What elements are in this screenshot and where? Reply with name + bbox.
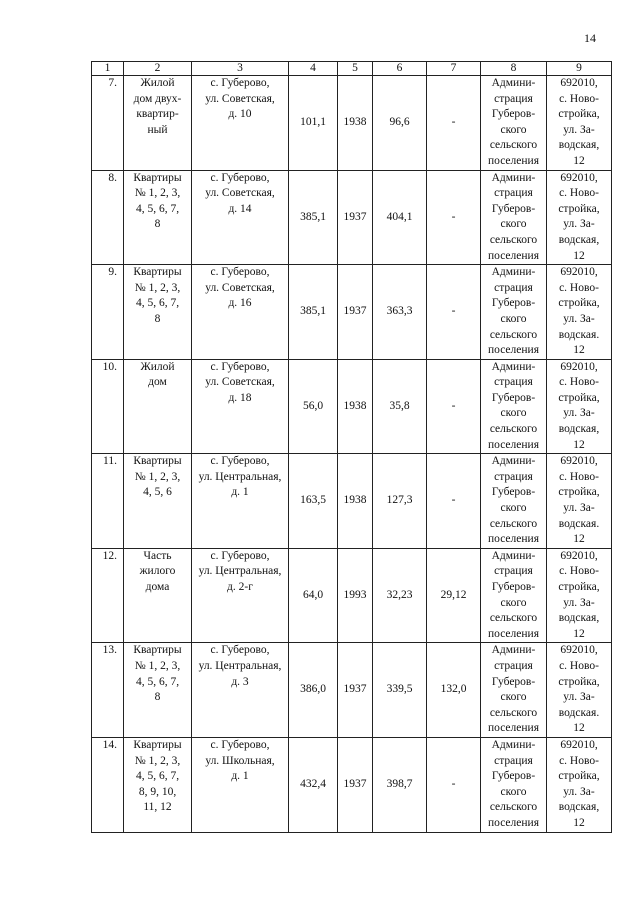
holder-name: Админи- страция Губеров- ского сельского поселения: [481, 170, 547, 265]
object-address: с. Губерово, ул. Центральная, д. 1: [192, 454, 289, 549]
row-number: 12.: [92, 548, 124, 643]
object-name: Квартиры № 1, 2, 3, 4, 5, 6, 7, 8: [124, 170, 192, 265]
column-7-value: -: [427, 454, 481, 549]
holder-name: Админи- страция Губеров- ского сельского поселения: [481, 643, 547, 738]
holder-address: 692010, с. Ново- стройка, ул. За- водская, 12: [547, 76, 612, 171]
area-value: 385,1: [289, 170, 338, 265]
column-number-1: 1: [92, 62, 124, 76]
row-number: 11.: [92, 454, 124, 549]
object-name: Квартиры № 1, 2, 3, 4, 5, 6, 7, 8: [124, 265, 192, 360]
holder-address: 692010, с. Ново- стройка, ул. За- водская. 12: [547, 265, 612, 360]
column-7-value: 132,0: [427, 643, 481, 738]
year-value: 1937: [338, 170, 373, 265]
area-value: 163,5: [289, 454, 338, 549]
object-name: Часть жилого дома: [124, 548, 192, 643]
holder-address: 692010, с. Ново- стройка, ул. За- водская. 12: [547, 643, 612, 738]
area-value: 56,0: [289, 359, 338, 454]
object-address: с. Губерово, ул. Советская, д. 10: [192, 76, 289, 171]
column-7-value: 29,12: [427, 548, 481, 643]
column-6-value: 96,6: [373, 76, 427, 171]
column-6-value: 398,7: [373, 737, 427, 832]
holder-name: Админи- страция Губеров- ского сельского поселения: [481, 265, 547, 360]
column-number-8: 8: [481, 62, 547, 76]
property-table: [91, 61, 612, 833]
object-address: с. Губерово, ул. Советская, д. 14: [192, 170, 289, 265]
table-row: [92, 359, 612, 454]
year-value: 1938: [338, 359, 373, 454]
column-6-value: 363,3: [373, 265, 427, 360]
column-number-5: 5: [338, 62, 373, 76]
object-name: Жилой дом: [124, 359, 192, 454]
column-7-value: -: [427, 359, 481, 454]
column-7-value: -: [427, 76, 481, 171]
holder-address: 692010, с. Ново- стройка, ул. За- водская. 12: [547, 454, 612, 549]
object-name: Квартиры № 1, 2, 3, 4, 5, 6, 7, 8, 9, 10, 11, 12: [124, 737, 192, 832]
column-7-value: -: [427, 265, 481, 360]
column-number-7: 7: [427, 62, 481, 76]
object-address: с. Губерово, ул. Центральная, д. 3: [192, 643, 289, 738]
column-7-value: -: [427, 737, 481, 832]
object-address: с. Губерово, ул. Школьная, д. 1: [192, 737, 289, 832]
holder-name: Админи- страция Губеров- ского сельского поселения: [481, 359, 547, 454]
holder-name: Админи- страция Губеров- ского сельского поселения: [481, 737, 547, 832]
table-row: [92, 76, 612, 171]
row-number: 10.: [92, 359, 124, 454]
column-6-value: 35,8: [373, 359, 427, 454]
row-number: 13.: [92, 643, 124, 738]
holder-address: 692010, с. Ново- стройка, ул. За- водская, 12: [547, 548, 612, 643]
area-value: 385,1: [289, 265, 338, 360]
holder-name: Админи- страция Губеров- ского сельского поселения: [481, 454, 547, 549]
column-number-6: 6: [373, 62, 427, 76]
object-name: Жилой дом двух- квартир- ный: [124, 76, 192, 171]
object-name: Квартиры № 1, 2, 3, 4, 5, 6, 7, 8: [124, 643, 192, 738]
year-value: 1937: [338, 643, 373, 738]
year-value: 1993: [338, 548, 373, 643]
column-6-value: 32,23: [373, 548, 427, 643]
column-number-9: 9: [547, 62, 612, 76]
holder-name: Админи- страция Губеров- ского сельского поселения: [481, 76, 547, 171]
area-value: 101,1: [289, 76, 338, 171]
table-row: [92, 454, 612, 549]
column-number-3: 3: [192, 62, 289, 76]
row-number: 14.: [92, 737, 124, 832]
table-row: [92, 265, 612, 360]
object-address: с. Губерово, ул. Советская, д. 16: [192, 265, 289, 360]
area-value: 64,0: [289, 548, 338, 643]
year-value: 1937: [338, 737, 373, 832]
column-number-4: 4: [289, 62, 338, 76]
year-value: 1937: [338, 265, 373, 360]
row-number: 9.: [92, 265, 124, 360]
column-7-value: -: [427, 170, 481, 265]
row-number: 8.: [92, 170, 124, 265]
object-address: с. Губерово, ул. Центральная, д. 2-г: [192, 548, 289, 643]
table-row: [92, 737, 612, 832]
column-number-row: [92, 62, 612, 76]
page-number: 14: [584, 31, 596, 45]
year-value: 1938: [338, 454, 373, 549]
column-6-value: 404,1: [373, 170, 427, 265]
area-value: 386,0: [289, 643, 338, 738]
holder-address: 692010, с. Ново- стройка, ул. За- водская, 12: [547, 359, 612, 454]
area-value: 432,4: [289, 737, 338, 832]
year-value: 1938: [338, 76, 373, 171]
holder-address: 692010, с. Ново- стройка, ул. За- водская, 12: [547, 737, 612, 832]
object-name: Квартиры № 1, 2, 3, 4, 5, 6: [124, 454, 192, 549]
row-number: 7.: [92, 76, 124, 171]
column-6-value: 127,3: [373, 454, 427, 549]
column-number-2: 2: [124, 62, 192, 76]
holder-address: 692010, с. Ново- стройка, ул. За- водская, 12: [547, 170, 612, 265]
column-6-value: 339,5: [373, 643, 427, 738]
table-row: [92, 643, 612, 738]
holder-name: Админи- страция Губеров- ского сельского поселения: [481, 548, 547, 643]
object-address: с. Губерово, ул. Советская, д. 18: [192, 359, 289, 454]
table-row: [92, 170, 612, 265]
table-row: [92, 548, 612, 643]
